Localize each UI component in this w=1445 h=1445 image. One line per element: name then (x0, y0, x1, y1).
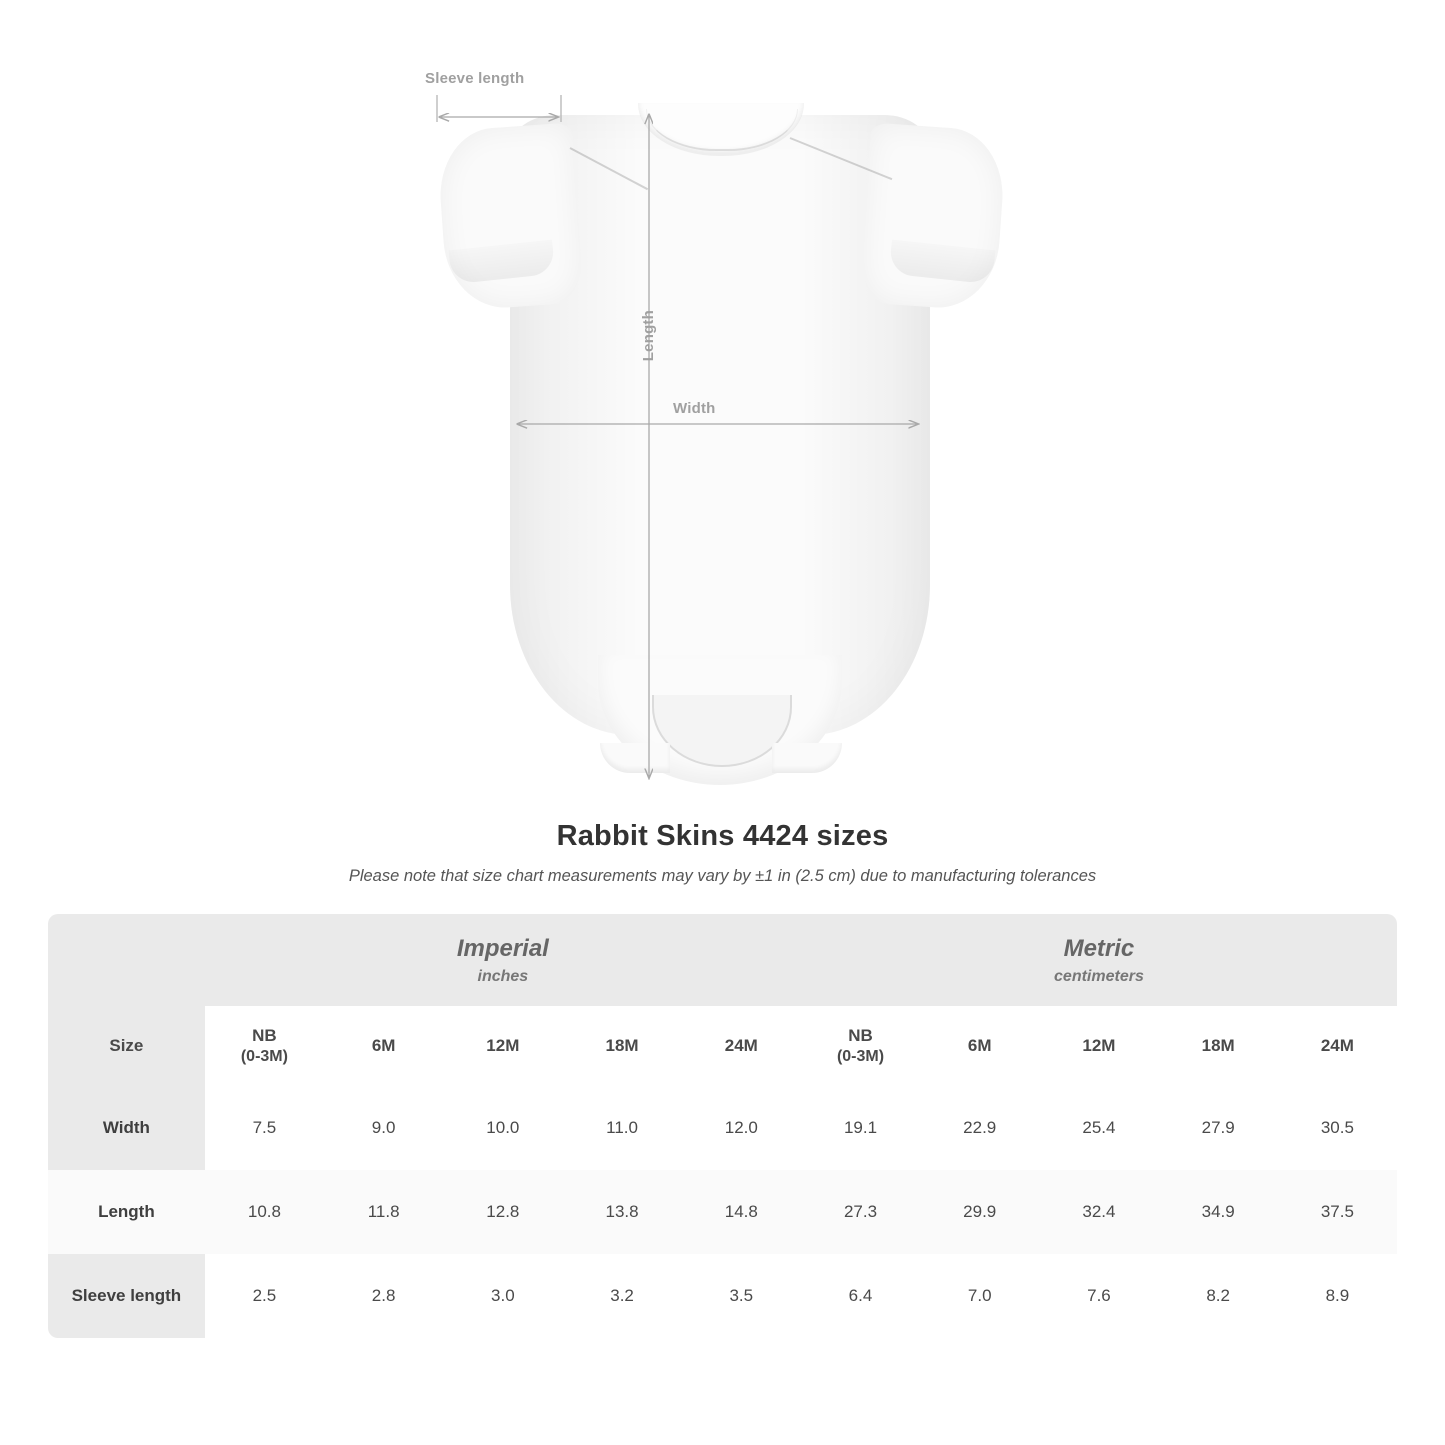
cell-width-12m-in: 10.0 (443, 1086, 562, 1170)
tolerance-note: Please note that size chart measurements may vary by ±1 in (2.5 cm) due to manufacturing tolerances (348, 867, 1097, 885)
bodysuit-leg-hem-right (772, 743, 842, 773)
page-title: Rabbit Skins 4424 sizes (556, 820, 889, 852)
cell-length-nb-cm: 27.3 (801, 1170, 920, 1254)
cell-length-24m-cm: 37.5 (1278, 1170, 1397, 1254)
row-label-length: Length (48, 1170, 205, 1254)
cell-sleeve-12m-in: 3.0 (443, 1254, 562, 1338)
column-header-row (48, 1006, 1397, 1086)
width-label: Width (673, 400, 716, 417)
header-col-24m-imperial: 24M (682, 1006, 801, 1086)
size-chart-section (0, 820, 1445, 1338)
header-col-24m-metric: 24M (1278, 1006, 1397, 1086)
unit-group-imperial (205, 914, 801, 1006)
bodysuit-leg-hem-left (600, 743, 670, 773)
size-chart-table (48, 914, 1397, 1338)
cell-width-nb-cm: 19.1 (801, 1086, 920, 1170)
cell-length-12m-in: 12.8 (443, 1170, 562, 1254)
header-col-12m-imperial: 12M (443, 1006, 562, 1086)
header-col-6m-imperial: 6M (324, 1006, 443, 1086)
cell-length-18m-cm: 34.9 (1159, 1170, 1278, 1254)
cell-length-6m-cm: 29.9 (920, 1170, 1039, 1254)
cell-width-12m-cm: 25.4 (1039, 1086, 1158, 1170)
cell-length-24m-in: 14.8 (682, 1170, 801, 1254)
cell-sleeve-6m-in: 2.8 (324, 1254, 443, 1338)
cell-width-24m-in: 12.0 (682, 1086, 801, 1170)
cell-width-6m-in: 9.0 (324, 1086, 443, 1170)
cell-length-18m-in: 13.8 (562, 1170, 681, 1254)
length-label: Length (640, 310, 657, 362)
table-row (48, 1170, 1397, 1254)
unit-group-metric-sub: centimeters (1054, 967, 1144, 985)
header-col-12m-metric: 12M (1039, 1006, 1158, 1086)
table-row (48, 1086, 1397, 1170)
cell-sleeve-nb-cm: 6.4 (801, 1254, 920, 1338)
unit-header-spacer (48, 914, 205, 1006)
unit-group-metric (801, 914, 1397, 1006)
cell-length-6m-in: 11.8 (324, 1170, 443, 1254)
sleeve-length-label: Sleeve length (425, 70, 525, 87)
row-label-sleeve-length: Sleeve length (48, 1254, 205, 1338)
cell-sleeve-18m-cm: 8.2 (1159, 1254, 1278, 1338)
cell-width-6m-cm: 22.9 (920, 1086, 1039, 1170)
cell-width-nb-in: 7.5 (205, 1086, 324, 1170)
cell-width-24m-cm: 30.5 (1278, 1086, 1397, 1170)
header-size-label: Size (48, 1006, 205, 1086)
cell-sleeve-24m-in: 3.5 (682, 1254, 801, 1338)
bodysuit-sleeve-right (859, 122, 1007, 311)
cell-sleeve-6m-cm: 7.0 (920, 1254, 1039, 1338)
bodysuit-sleeve-left (436, 122, 584, 311)
header-col-nb-imperial (205, 1006, 324, 1086)
header-col-nb-metric-label: NB (848, 1026, 873, 1045)
header-col-18m-imperial: 18M (562, 1006, 681, 1086)
header-col-18m-metric: 18M (1159, 1006, 1278, 1086)
unit-group-imperial-name: Imperial (456, 934, 549, 962)
cell-sleeve-18m-in: 3.2 (562, 1254, 681, 1338)
cell-length-nb-in: 10.8 (205, 1170, 324, 1254)
cell-width-18m-cm: 27.9 (1159, 1086, 1278, 1170)
table-row (48, 1254, 1397, 1338)
unit-header-row (48, 914, 1397, 1006)
header-col-nb-imperial-sub: (0-3M) (240, 1048, 288, 1065)
cell-length-12m-cm: 32.4 (1039, 1170, 1158, 1254)
header-col-nb-metric (801, 1006, 920, 1086)
cell-sleeve-12m-cm: 7.6 (1039, 1254, 1158, 1338)
header-col-nb-metric-sub: (0-3M) (836, 1048, 885, 1065)
header-col-6m-metric: 6M (920, 1006, 1039, 1086)
row-label-width: Width (48, 1086, 205, 1170)
unit-group-metric-name: Metric (1063, 934, 1135, 962)
cell-width-18m-in: 11.0 (562, 1086, 681, 1170)
unit-group-imperial-sub: inches (477, 967, 529, 985)
cell-sleeve-nb-in: 2.5 (205, 1254, 324, 1338)
bodysuit-graphic (420, 95, 1020, 785)
header-col-nb-imperial-label: NB (252, 1026, 277, 1045)
cell-sleeve-24m-cm: 8.9 (1278, 1254, 1397, 1338)
